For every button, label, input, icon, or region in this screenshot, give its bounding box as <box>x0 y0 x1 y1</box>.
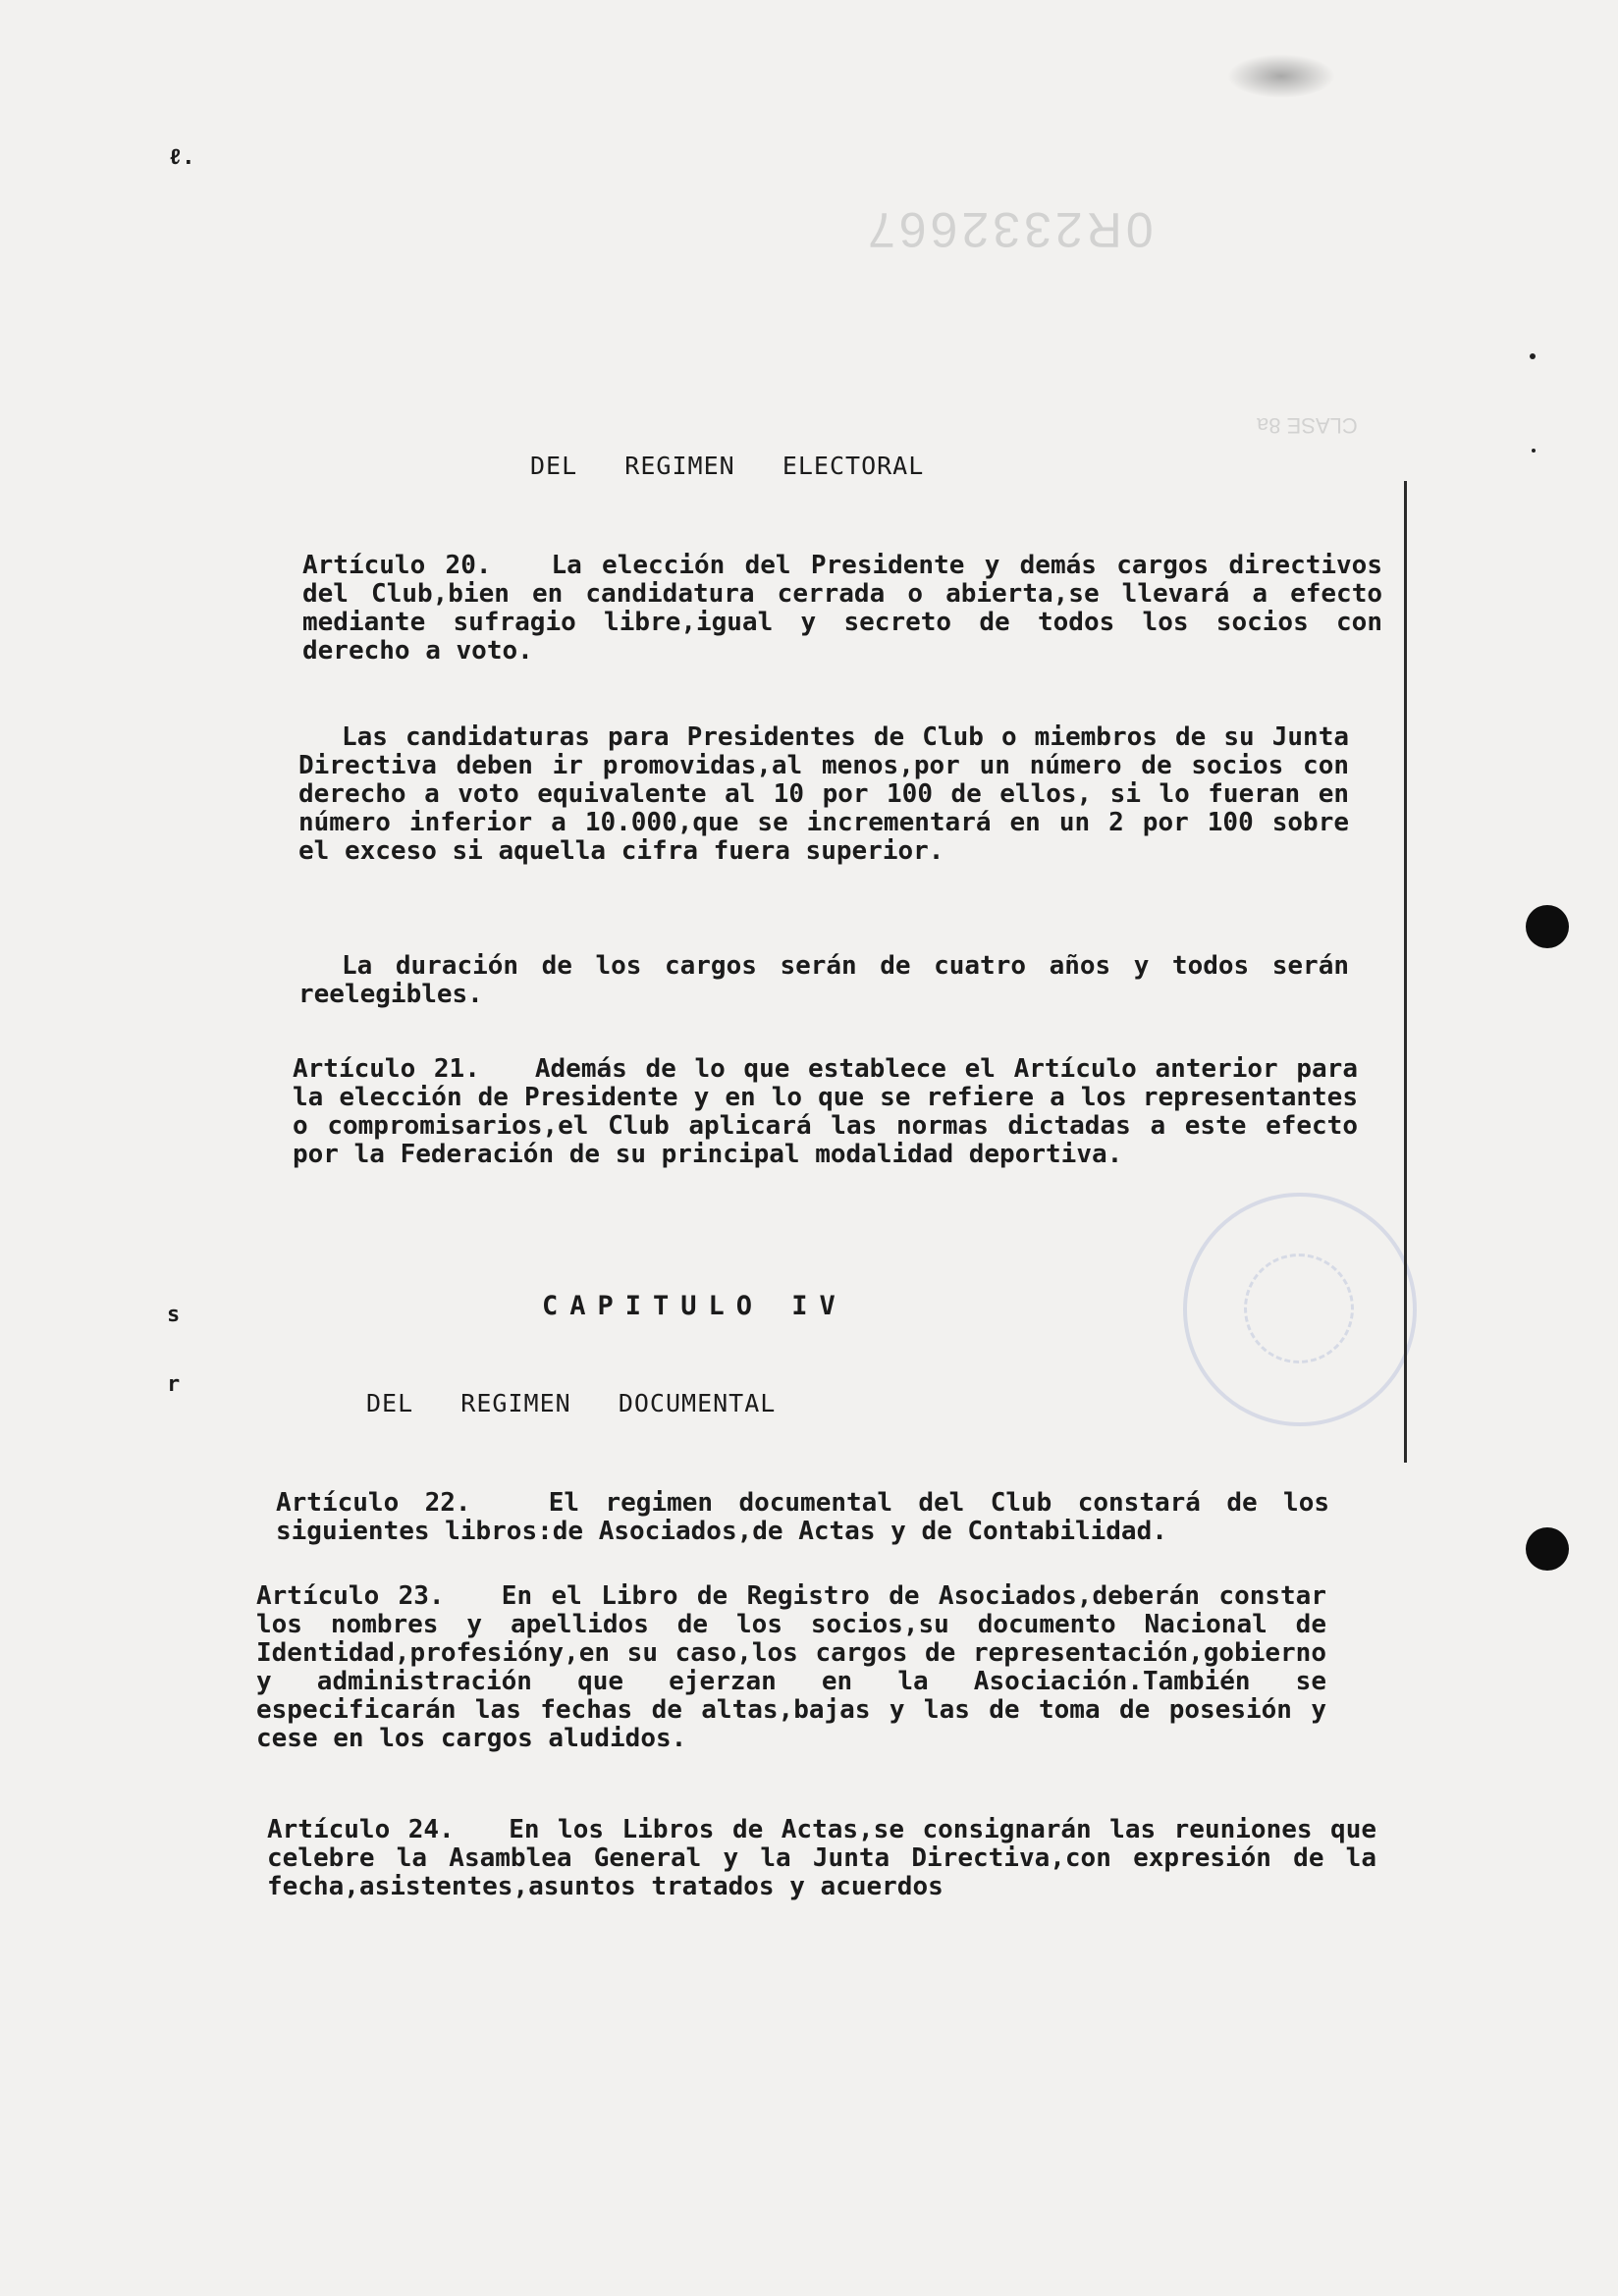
chapter-heading: CAPITULO IV <box>542 1291 847 1321</box>
article-text: En los Libros de Actas,se consignarán las reuniones que celebre la Asamblea General y la Junta Directiva,con expresión de la fecha,asistentes,asuntos tratados y acuerdos <box>267 1815 1377 1901</box>
article-text: En el Libro de Registro de Asociados,deberán constar los nombres y apellidos de los socios,su documento Nacional de Identidad,profesióny,en su caso,los cargos de representación,gobierno y administración que ejerzan en la Asociación.También se especificarán las fechas de altas,bajas y las de toma de posesión y cese en los cargos aludidos. <box>256 1581 1326 1753</box>
article-number: Artículo 22. <box>276 1488 471 1518</box>
article-20-paragraph-3 <box>298 952 1349 1009</box>
section-heading-electoral: DEL REGIMEN ELECTORAL <box>530 452 925 480</box>
paragraph-text: La duración de los cargos serán de cuatro años y todos serán reelegibles. <box>298 951 1349 1009</box>
punch-hole <box>1526 905 1569 948</box>
article-20-paragraph-2 <box>298 723 1349 866</box>
ink-speck <box>1530 353 1536 359</box>
article-number: Artículo 21. <box>293 1054 480 1084</box>
article-number: Artículo 23. <box>256 1581 445 1611</box>
section-heading-documental: DEL REGIMEN DOCUMENTAL <box>366 1389 777 1417</box>
punch-hole <box>1526 1527 1569 1571</box>
margin-mark: ℓ. <box>169 145 195 170</box>
article-24 <box>267 1816 1376 1901</box>
margin-rule <box>1404 481 1407 1463</box>
article-number: Artículo 24. <box>267 1815 455 1844</box>
margin-mark: r <box>167 1372 181 1397</box>
article-number: Artículo 20. <box>302 551 492 580</box>
article-text: Además de lo que establece el Artículo anterior para la elección de Presidente y en lo que se refiere a los representantes o compromisarios,el Club aplicará las normas dictadas a este efecto por la Federación de su principal modalidad deportiva. <box>293 1054 1358 1169</box>
article-text: La elección del Presidente y demás cargos directivos del Club,bien en candidatura cerrada o abierta,se llevará a efecto mediante sufragio libre,igual y secreto de todos los socios con derecho a voto. <box>302 551 1382 666</box>
bleed-through-stamp-clase: CLASE 8a <box>1257 413 1358 438</box>
ink-speck <box>1532 449 1536 453</box>
article-text: El regimen documental del Club constará de los siguientes libros:de Asociados,de Actas y de Contabilidad. <box>276 1488 1330 1546</box>
article-20 <box>302 552 1382 666</box>
article-23 <box>256 1582 1326 1753</box>
paragraph-text: Las candidaturas para Presidentes de Club o miembros de su Junta Directiva deben ir promovidas,al menos,por un número de socios con derecho a voto equivalente al 10 por 100 de ellos, si lo fueran en número inferior a 10.000,que se incrementará en un 2 por 100 sobre el exceso si aquella cifra fuera superior. <box>298 722 1349 866</box>
margin-mark: s <box>167 1303 181 1327</box>
ink-smudge <box>1227 54 1335 98</box>
bleed-through-stamp-code: 0R2332667 <box>864 202 1154 257</box>
article-22 <box>276 1489 1329 1546</box>
bleed-through-seal <box>1183 1193 1417 1426</box>
article-21 <box>293 1055 1358 1169</box>
